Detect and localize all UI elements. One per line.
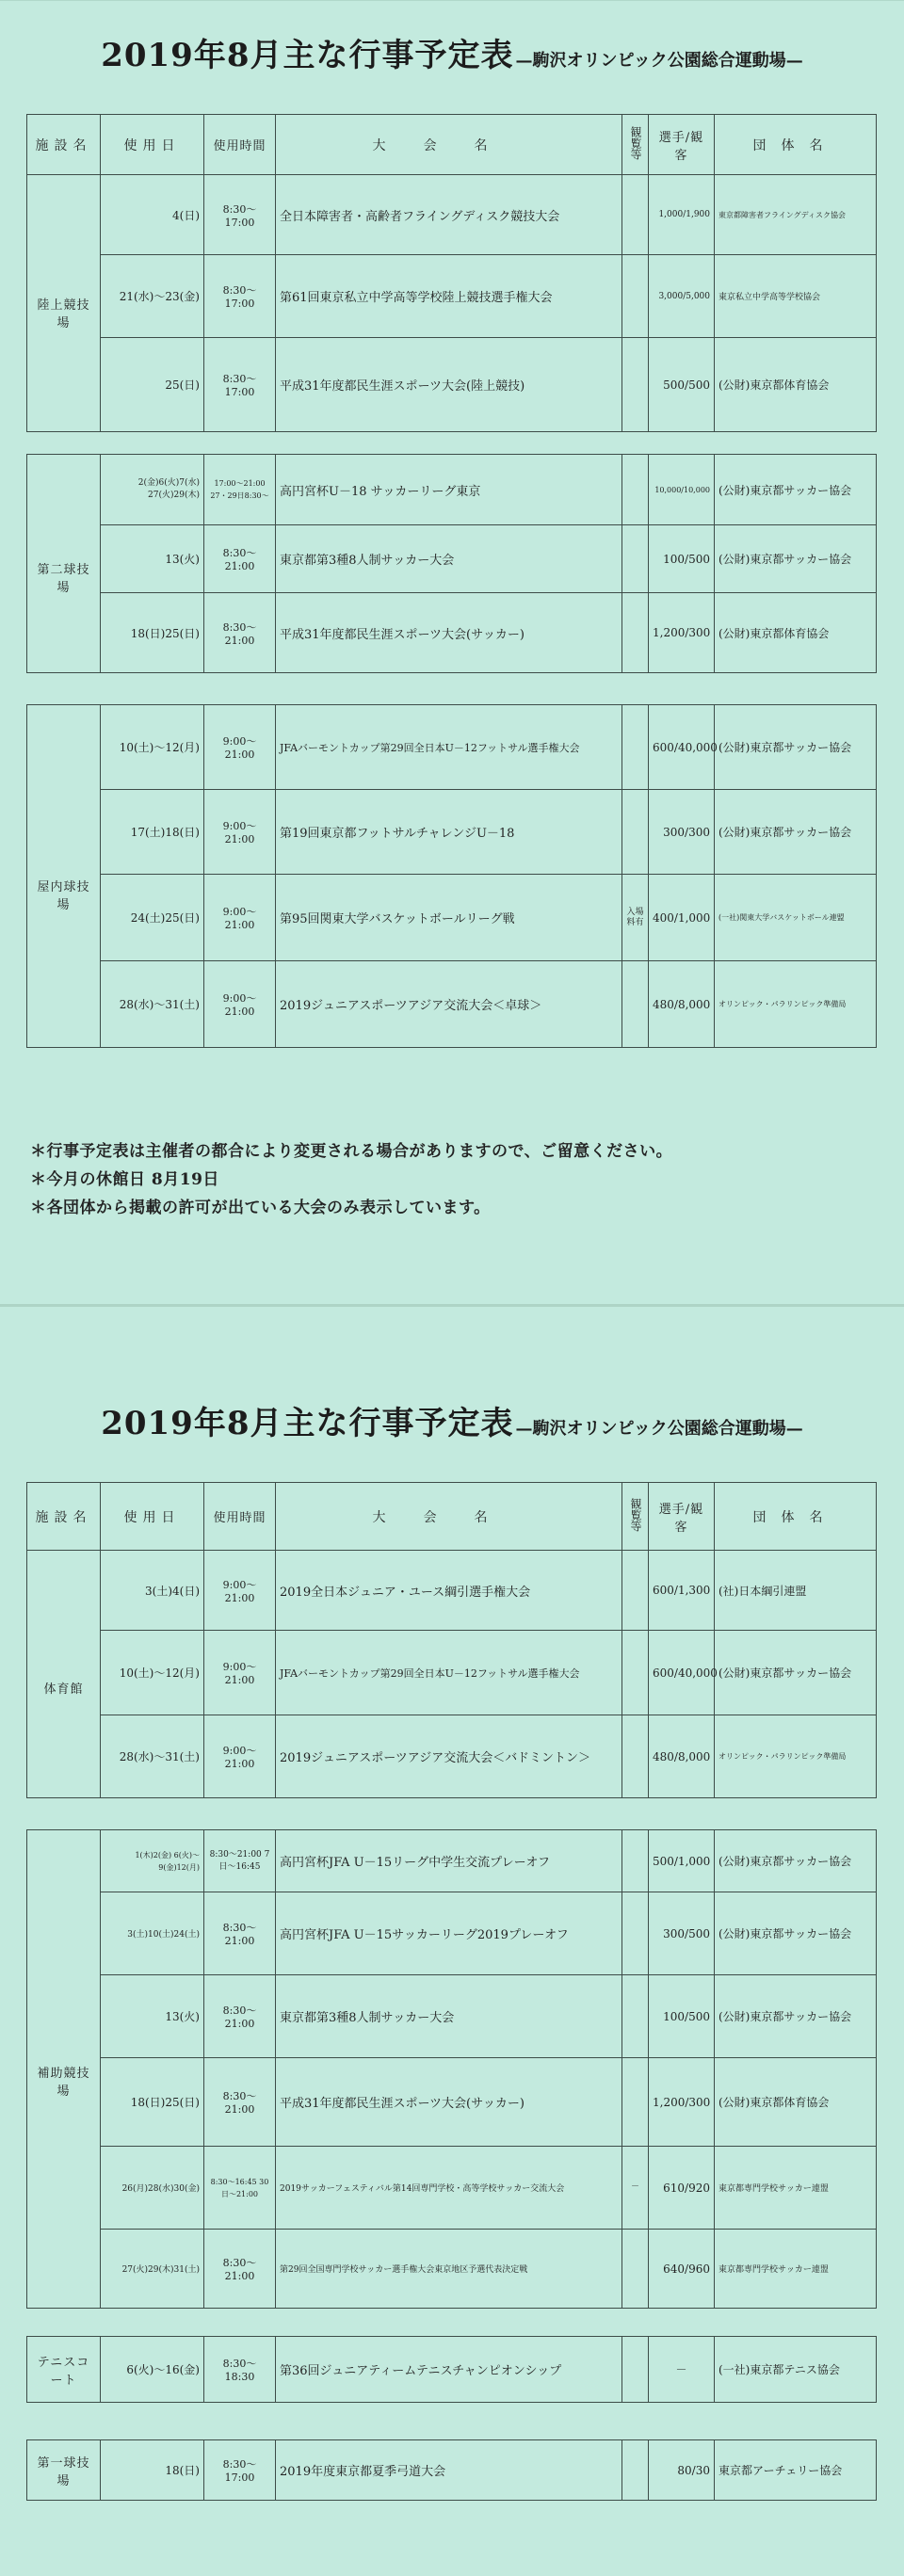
group-divider (27, 673, 877, 705)
table-row (27, 1975, 877, 2058)
event-cell: 2019年度東京都夏季弓道大会 (276, 2440, 622, 2501)
table-row (27, 593, 877, 673)
count-cell: 480/8,000 (649, 1715, 715, 1798)
org-cell: (公財)東京都サッカー協会 (715, 1975, 877, 2058)
date-cell: 13(火) (101, 1975, 204, 2058)
audience-cell: － (622, 2147, 649, 2230)
audience-cell (622, 455, 649, 525)
audience-cell (622, 2440, 649, 2501)
date-cell: 21(水)〜23(金) (101, 255, 204, 338)
table-row (27, 338, 877, 432)
table-row (27, 2440, 877, 2501)
header-count: 選手/観客 (649, 1483, 715, 1551)
table-row (27, 255, 877, 338)
audience-cell (622, 705, 649, 790)
header-venue: 施設名 (27, 115, 101, 175)
time-cell: 8:30〜16:45 30日〜21:00 (204, 2147, 276, 2230)
table-row (27, 705, 877, 790)
venue-cell: 第一球技場 (27, 2440, 101, 2501)
audience-cell (622, 2230, 649, 2309)
venue-cell: 体育館 (27, 1551, 101, 1798)
notes (30, 1137, 672, 1222)
header-count: 選手/観客 (649, 115, 715, 175)
page-subtitle: —駒沢オリンピック公園総合運動場— (515, 51, 803, 71)
sheet-title-row (0, 1397, 904, 1443)
table-row (27, 790, 877, 875)
org-cell: オリンピック・パラリンピック準備局 (715, 1715, 877, 1798)
table-row (27, 2230, 877, 2309)
page-title: 2019年8月主な行事予定表 (101, 37, 514, 74)
event-cell: 東京都第3種8人制サッカー大会 (276, 525, 622, 593)
audience-cell (622, 2337, 649, 2403)
org-cell: オリンピック・パラリンピック準備局 (715, 961, 877, 1048)
date-cell: 2(金)6(火)7(水) 27(火)29(木) (101, 455, 204, 525)
table-row (27, 1631, 877, 1715)
event-cell: 2019ジュニアスポーツアジア交流大会＜バドミントン＞ (276, 1715, 622, 1798)
org-cell: 東京都専門学校サッカー連盟 (715, 2230, 877, 2309)
count-cell: 600/1,300 (649, 1551, 715, 1631)
org-cell: (一社)東京都テニス協会 (715, 2337, 877, 2403)
count-cell: 500/500 (649, 338, 715, 432)
audience-cell (622, 338, 649, 432)
note-item: ＊行事予定表は主催者の都合により変更される場合がありますので、ご留意ください。 (30, 1142, 673, 1161)
header-time: 使用時間 (204, 1483, 276, 1551)
audience-cell: 入場料有 (622, 875, 649, 961)
org-cell: (公財)東京都サッカー協会 (715, 1631, 877, 1715)
count-cell: 500/1,000 (649, 1830, 715, 1892)
count-cell: 400/1,000 (649, 875, 715, 961)
table-row (27, 1715, 877, 1798)
page-subtitle: —駒沢オリンピック公園総合運動場— (515, 1419, 803, 1439)
count-cell: 80/30 (649, 2440, 715, 2501)
time-cell: 8:30〜17:00 (204, 175, 276, 255)
group-divider (27, 432, 877, 455)
venue-cell: テニスコート (27, 2337, 101, 2403)
audience-cell (622, 1892, 649, 1975)
count-cell: 480/8,000 (649, 961, 715, 1048)
date-cell: 27(火)29(木)31(土) (101, 2230, 204, 2309)
org-cell: (公財)東京都サッカー協会 (715, 705, 877, 790)
note-item: ＊今月の休館日 8月19日 (30, 1170, 219, 1189)
table-row (27, 455, 877, 525)
time-cell: 9:00〜21:00 (204, 1715, 276, 1798)
table-row (27, 1830, 877, 1892)
event-cell: 第36回ジュニアティームテニスチャンピオンシップ (276, 2337, 622, 2403)
time-cell: 9:00〜21:00 (204, 705, 276, 790)
event-cell: JFAバーモントカップ第29回全日本U－12フットサル選手権大会 (276, 1631, 622, 1715)
org-cell: (公財)東京都体育協会 (715, 2058, 877, 2147)
time-cell: 8:30〜17:00 (204, 255, 276, 338)
table-row (27, 1892, 877, 1975)
schedule-table (26, 114, 877, 1048)
header-event: 大会名 (276, 1483, 622, 1551)
date-cell: 1(木)2(金) 6(火)〜9(金)12(月) (101, 1830, 204, 1892)
date-cell: 18(日) (101, 2440, 204, 2501)
table-row (27, 175, 877, 255)
event-cell: 2019サッカーフェスティバル第14回専門学校・高等学校サッカー交流大会 (276, 2147, 622, 2230)
table-row (27, 875, 877, 961)
audience-cell (622, 1975, 649, 2058)
time-cell: 17:00〜21:00 27・29日8:30〜 (204, 455, 276, 525)
time-cell: 9:00〜21:00 (204, 790, 276, 875)
table-row (27, 2337, 877, 2403)
header-org: 団体名 (715, 115, 877, 175)
org-cell: (公財)東京都サッカー協会 (715, 790, 877, 875)
date-cell: 26(月)28(水)30(金) (101, 2147, 204, 2230)
audience-cell (622, 961, 649, 1048)
count-cell: 100/500 (649, 525, 715, 593)
date-cell: 10(土)〜12(月) (101, 1631, 204, 1715)
org-cell: 東京都専門学校サッカー連盟 (715, 2147, 877, 2230)
event-cell: 第61回東京私立中学高等学校陸上競技選手権大会 (276, 255, 622, 338)
audience-cell (622, 255, 649, 338)
org-cell: (公財)東京都サッカー協会 (715, 1892, 877, 1975)
time-cell: 9:00〜21:00 (204, 1551, 276, 1631)
header-audience: 観覧等 (622, 115, 649, 175)
header-audience: 観覧等 (622, 1483, 649, 1551)
count-cell: 100/500 (649, 1975, 715, 2058)
date-cell: 17(土)18(日) (101, 790, 204, 875)
count-cell: 10,000/10,000 (649, 455, 715, 525)
time-cell: 8:30〜21:00 (204, 1975, 276, 2058)
time-cell: 8:30〜21:00 (204, 2230, 276, 2309)
date-cell: 3(土)4(日) (101, 1551, 204, 1631)
date-cell: 10(土)〜12(月) (101, 705, 204, 790)
venue-cell: 第二球技場 (27, 455, 101, 673)
time-cell: 8:30〜21:00 (204, 593, 276, 673)
org-cell: (公財)東京都サッカー協会 (715, 455, 877, 525)
event-cell: 高円宮杯JFA U－15リーグ中学生交流プレーオフ (276, 1830, 622, 1892)
time-cell: 8:30〜21:00 (204, 2058, 276, 2147)
time-cell: 8:30〜18:30 (204, 2337, 276, 2403)
date-cell: 13(火) (101, 525, 204, 593)
org-cell: 東京都アーチェリー協会 (715, 2440, 877, 2501)
time-cell: 8:30〜21:00 (204, 525, 276, 593)
event-cell: 第95回関東大学バスケットボールリーグ戦 (276, 875, 622, 961)
time-cell: 9:00〜21:00 (204, 875, 276, 961)
date-cell: 25(日) (101, 338, 204, 432)
date-cell: 6(火)〜16(金) (101, 2337, 204, 2403)
date-cell: 24(土)25(日) (101, 875, 204, 961)
org-cell: (一社)関東大学バスケットボール連盟 (715, 875, 877, 961)
date-cell: 28(水)〜31(土) (101, 1715, 204, 1798)
date-cell: 18(日)25(日) (101, 593, 204, 673)
count-cell: 600/40,000 (649, 705, 715, 790)
schedule-table (26, 1482, 877, 2501)
event-cell: 平成31年度都民生涯スポーツ大会(サッカー) (276, 593, 622, 673)
event-cell: 高円宮杯JFA U－15サッカーリーグ2019プレーオフ (276, 1892, 622, 1975)
time-cell: 8:30〜17:00 (204, 338, 276, 432)
event-cell: 平成31年度都民生涯スポーツ大会(陸上競技) (276, 338, 622, 432)
header-time: 使用時間 (204, 115, 276, 175)
table-row (27, 2058, 877, 2147)
count-cell: 600/40,000 (649, 1631, 715, 1715)
table-header-row (27, 115, 877, 175)
sheet-title-row (0, 29, 904, 75)
count-cell: 1,200/300 (649, 2058, 715, 2147)
group-divider (27, 1798, 877, 1830)
event-cell: 全日本障害者・高齢者フライングディスク競技大会 (276, 175, 622, 255)
org-cell: 東京都障害者フライングディスク協会 (715, 175, 877, 255)
table-row (27, 961, 877, 1048)
count-cell: － (649, 2337, 715, 2403)
audience-cell (622, 175, 649, 255)
count-cell: 610/920 (649, 2147, 715, 2230)
header-org: 団体名 (715, 1483, 877, 1551)
count-cell: 1,200/300 (649, 593, 715, 673)
audience-cell (622, 525, 649, 593)
count-cell: 300/300 (649, 790, 715, 875)
count-cell: 3,000/5,000 (649, 255, 715, 338)
audience-cell (622, 593, 649, 673)
table-row (27, 1551, 877, 1631)
event-cell: 高円宮杯U－18 サッカーリーグ東京 (276, 455, 622, 525)
time-cell: 9:00〜21:00 (204, 1631, 276, 1715)
venue-cell: 陸上競技場 (27, 175, 101, 432)
count-cell: 640/960 (649, 2230, 715, 2309)
audience-cell (622, 1830, 649, 1892)
header-venue: 施設名 (27, 1483, 101, 1551)
group-divider (27, 2309, 877, 2337)
audience-cell (622, 1715, 649, 1798)
header-date: 使用日 (101, 1483, 204, 1551)
time-cell: 8:30〜21:00 (204, 1892, 276, 1975)
group-divider (27, 2403, 877, 2440)
event-cell: JFAバーモントカップ第29回全日本U－12フットサル選手権大会 (276, 705, 622, 790)
event-cell: 2019全日本ジュニア・ユース綱引選手権大会 (276, 1551, 622, 1631)
audience-cell (622, 790, 649, 875)
date-cell: 28(水)〜31(土) (101, 961, 204, 1048)
table-row (27, 2147, 877, 2230)
count-cell: 300/500 (649, 1892, 715, 1975)
org-cell: (公財)東京都体育協会 (715, 593, 877, 673)
event-cell: 第29回全国専門学校サッカー選手権大会東京地区予選代表決定戦 (276, 2230, 622, 2309)
audience-cell (622, 1631, 649, 1715)
audience-cell (622, 2058, 649, 2147)
header-date: 使用日 (101, 115, 204, 175)
time-cell: 8:30〜21:00 7日〜16:45 (204, 1830, 276, 1892)
time-cell: 8:30〜17:00 (204, 2440, 276, 2501)
org-cell: 東京私立中学高等学校協会 (715, 255, 877, 338)
header-event: 大会名 (276, 115, 622, 175)
time-cell: 9:00〜21:00 (204, 961, 276, 1048)
note-item: ＊各団体から掲載の許可が出ている大会のみ表示しています。 (30, 1199, 491, 1217)
table-row (27, 525, 877, 593)
venue-cell: 屋内球技場 (27, 705, 101, 1048)
page-title: 2019年8月主な行事予定表 (101, 1405, 514, 1442)
date-cell: 18(日)25(日) (101, 2058, 204, 2147)
org-cell: (社)日本綱引連盟 (715, 1551, 877, 1631)
event-cell: 平成31年度都民生涯スポーツ大会(サッカー) (276, 2058, 622, 2147)
event-cell: 第19回東京都フットサルチャレンジU－18 (276, 790, 622, 875)
event-cell: 2019ジュニアスポーツアジア交流大会＜卓球＞ (276, 961, 622, 1048)
date-cell: 3(土)10(土)24(土) (101, 1892, 204, 1975)
schedule-sheet-2 (0, 1304, 904, 2576)
audience-cell (622, 1551, 649, 1631)
date-cell: 4(日) (101, 175, 204, 255)
org-cell: (公財)東京都サッカー協会 (715, 1830, 877, 1892)
org-cell: (公財)東京都サッカー協会 (715, 525, 877, 593)
venue-cell: 補助競技場 (27, 1830, 101, 2309)
table-header-row (27, 1483, 877, 1551)
event-cell: 東京都第3種8人制サッカー大会 (276, 1975, 622, 2058)
count-cell: 1,000/1,900 (649, 175, 715, 255)
org-cell: (公財)東京都体育協会 (715, 338, 877, 432)
